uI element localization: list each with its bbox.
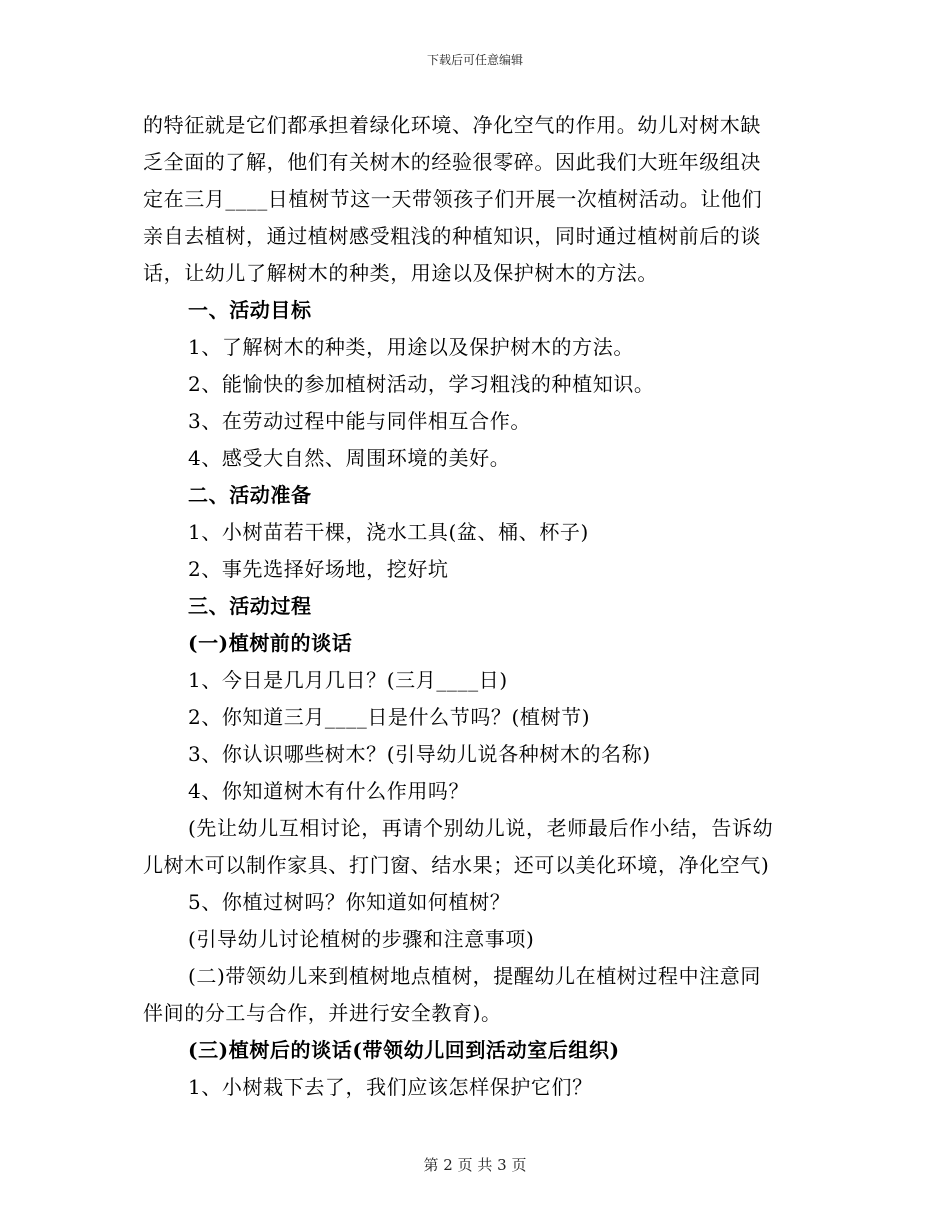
text-line: (二)带领幼儿来到植树地点植树，提醒幼儿在植树过程中注意同 (188, 964, 762, 988)
text-line: 乏全面的了解，他们有关树木的经验很零碎。因此我们大班年级组决 (143, 150, 761, 174)
text-line: 4、感受大自然、周围环境的美好。 (188, 446, 511, 470)
text-line: 1、小树栽下去了，我们应该怎样保护它们？ (188, 1075, 593, 1099)
text-line: 2、能愉快的参加植树活动，学习粗浅的种植知识。 (188, 372, 655, 396)
text-line: 话，让幼儿了解树木的种类，用途以及保护树木的方法。 (143, 261, 658, 285)
section-heading: (三)植树后的谈话(带领幼儿回到活动室后组织) (188, 1038, 620, 1062)
text-line: 的特征就是它们都承担着绿化环境、净化空气的作用。幼儿对树木缺 (143, 113, 761, 137)
text-line: (引导幼儿讨论植树的步骤和注意事项) (188, 927, 535, 951)
text-line: 2、你知道三月____日是什么节吗？(植树节) (188, 705, 591, 729)
section-heading: 三、活动过程 (188, 594, 312, 618)
text-line: 1、小树苗若干棵，浇水工具(盆、桶、杯子) (188, 520, 589, 544)
text-line: 亲自去植树，通过植树感受粗浅的种植知识，同时通过植树前后的谈 (143, 224, 761, 248)
section-heading: 一、活动目标 (188, 298, 312, 322)
document-body (143, 107, 808, 1106)
text-line: 1、今日是几月几日？(三月____日) (188, 668, 508, 692)
page-footer: 第 2 页 共 3 页 (423, 1156, 527, 1174)
text-line: (先让幼儿互相讨论，再请个别幼儿说，老师最后作小结，告诉幼 (188, 816, 774, 840)
text-line: 3、你认识哪些树木？(引导幼儿说各种树木的名称) (188, 742, 651, 766)
text-line: 1、了解树木的种类，用途以及保护树木的方法。 (188, 335, 634, 359)
text-line: 伴间的分工与合作，并进行安全教育)。 (143, 1001, 502, 1025)
text-line: 定在三月____日植树节这一天带领孩子们开展一次植树活动。让他们 (143, 187, 763, 211)
text-line: 5、你植过树吗？你知道如何植树？ (188, 890, 511, 914)
text-line: 3、在劳动过程中能与同伴相互合作。 (188, 409, 531, 433)
section-heading: 二、活动准备 (188, 483, 312, 507)
text-line: 4、你知道树木有什么作用吗？ (188, 779, 470, 803)
header-note: 下载后可任意编辑 (426, 53, 523, 67)
text-line: 儿树木可以制作家具、打门窗、结水果；还可以美化环境，净化空气) (143, 853, 770, 877)
section-heading: (一)植树前的谈话 (188, 631, 353, 655)
text-line: 2、事先选择好场地，挖好坑 (188, 557, 449, 581)
